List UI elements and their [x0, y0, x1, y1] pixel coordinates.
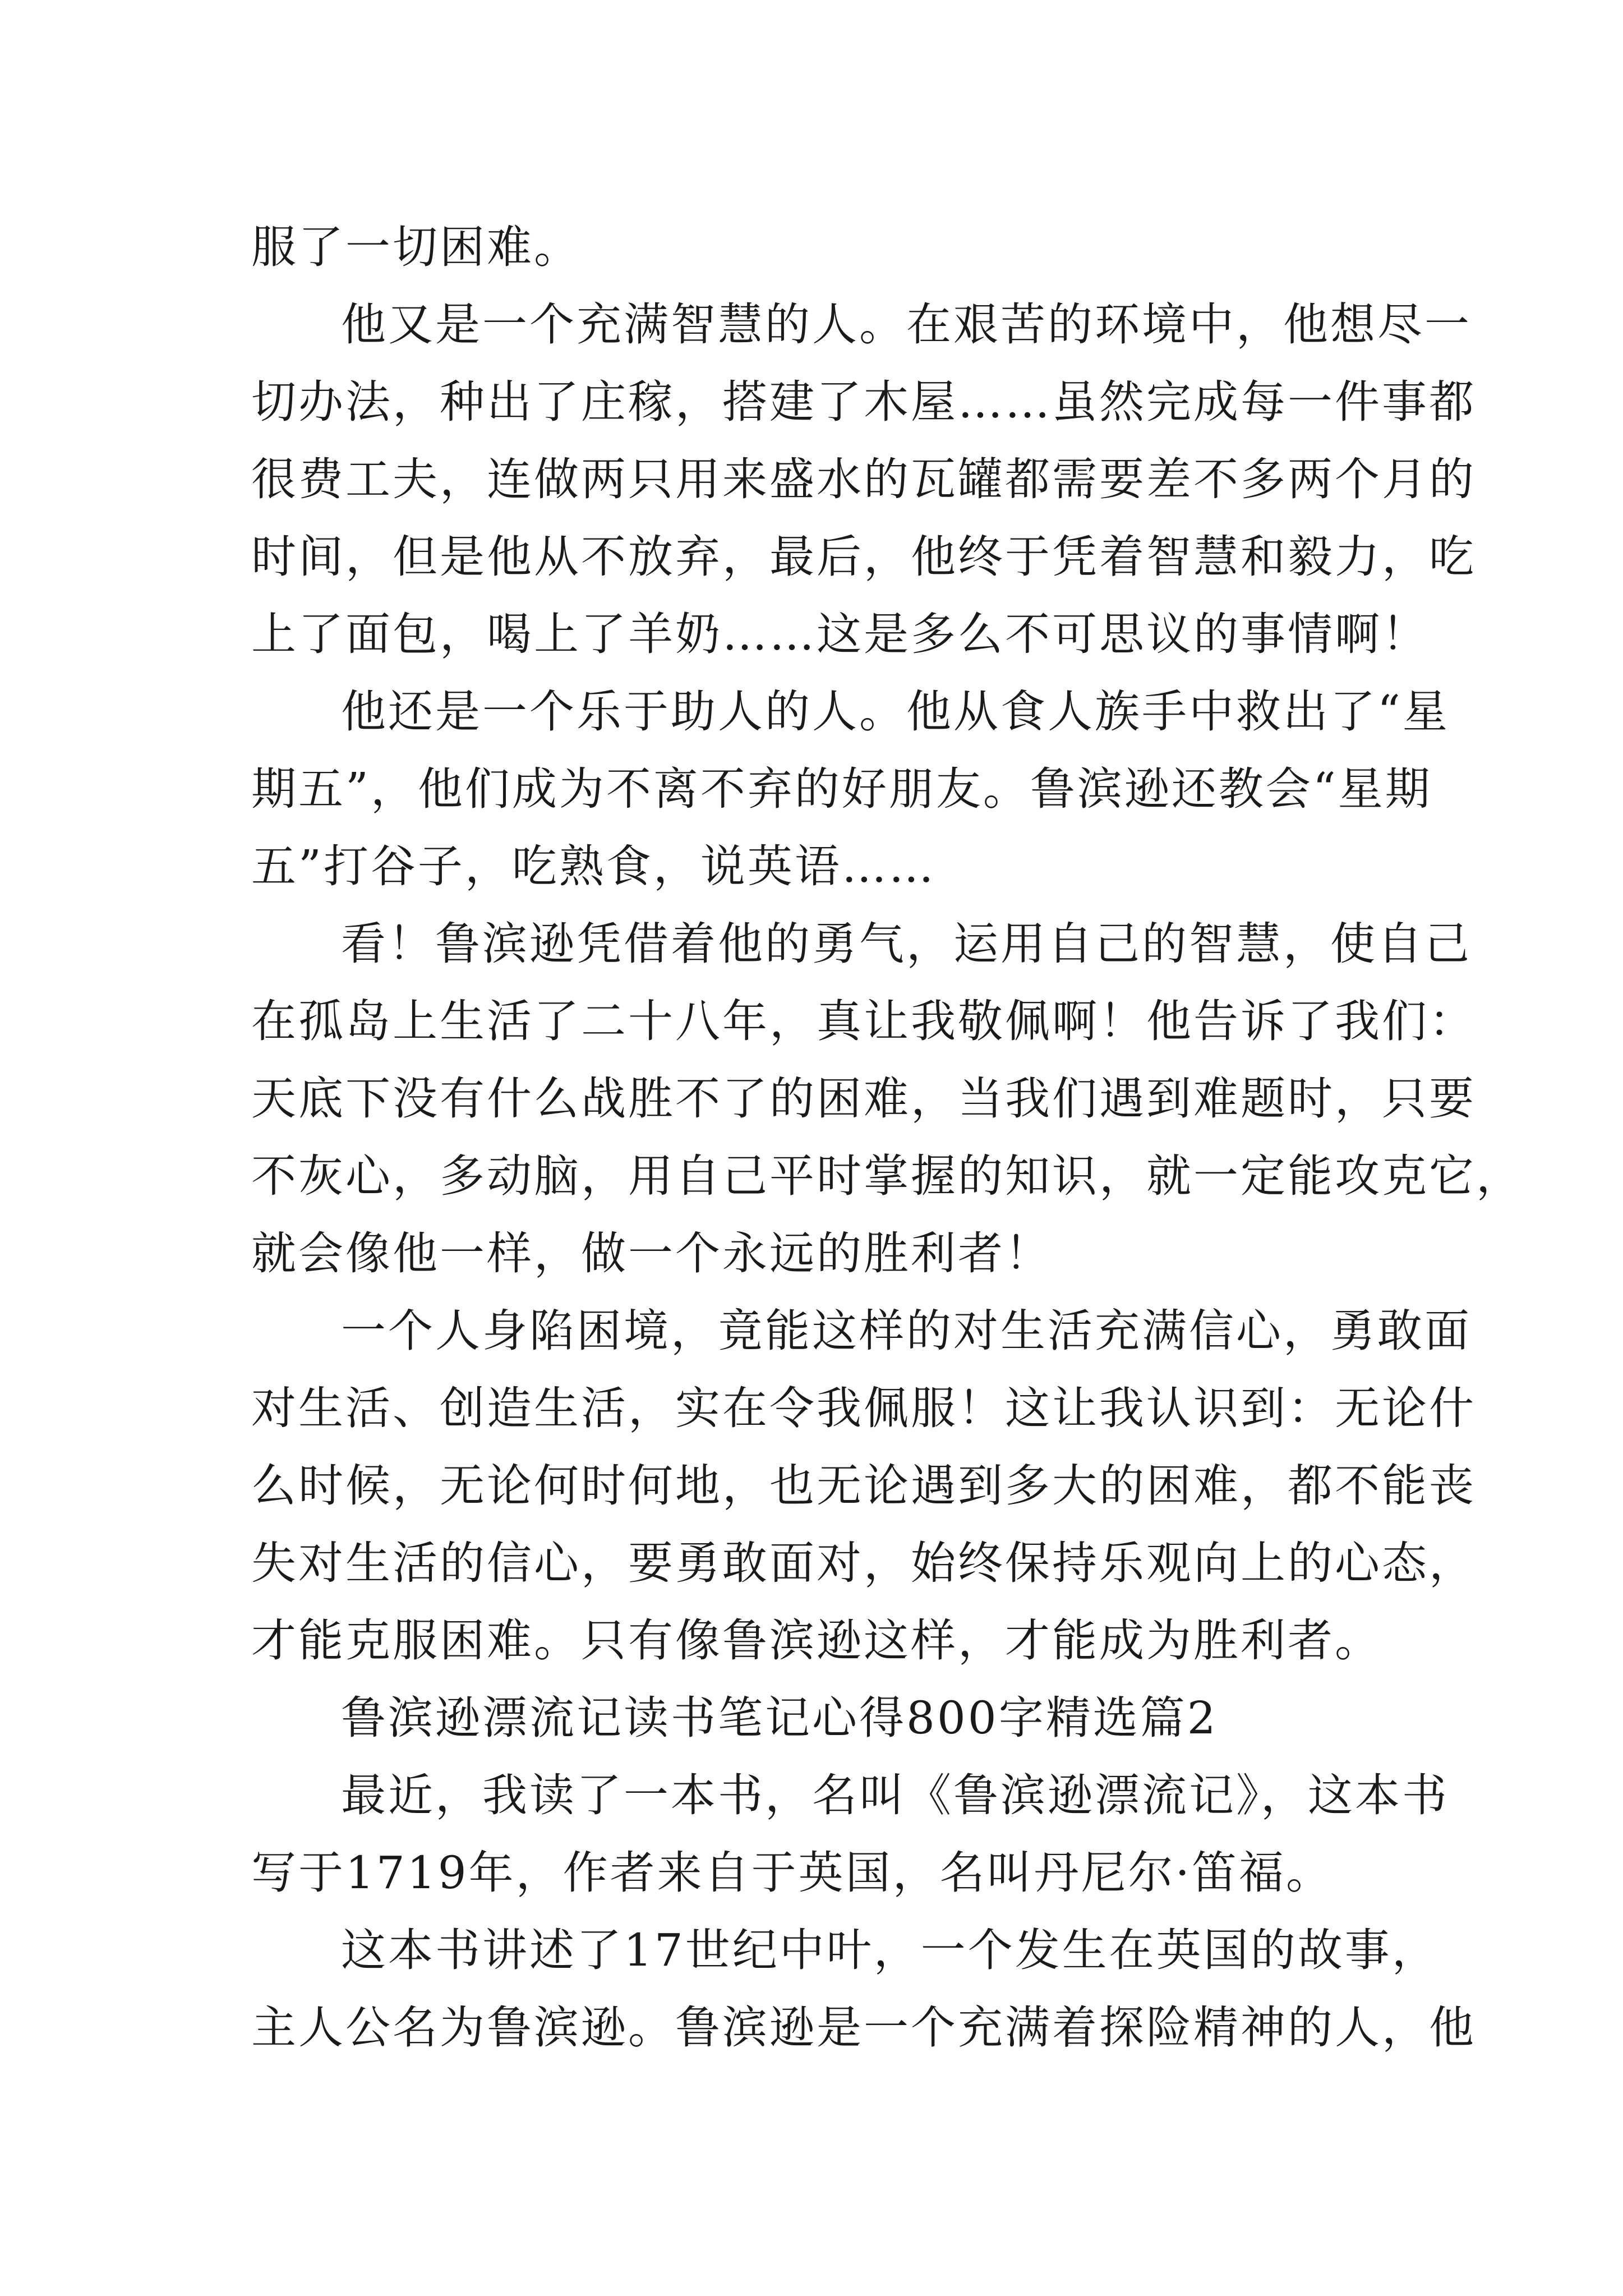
- paragraph-line: 对生活、创造生活，实在令我佩服！这让我认识到：无论什: [251, 1382, 1476, 1434]
- section-heading: 鲁滨逊漂流记读书笔记心得800字精选篇2: [341, 1692, 1218, 1744]
- paragraph-line: 天底下没有什么战胜不了的困难，当我们遇到难题时，只要: [251, 1073, 1476, 1125]
- paragraph-line: 时间，但是他从不放弃，最后，他终于凭着智慧和毅力，吃: [251, 531, 1476, 583]
- paragraph-line: 不灰心，多动脑，用自己平时掌握的知识，就一定能攻克它，: [251, 1150, 1523, 1202]
- paragraph-line: 五”打谷子，吃熟食，说英语……: [251, 840, 936, 892]
- paragraph-line: 么时候，无论何时何地，也无论遇到多大的困难，都不能丧: [251, 1460, 1476, 1512]
- paragraph-line: 看！鲁滨逊凭借着他的勇气，运用自己的智慧，使自己: [341, 918, 1472, 970]
- paragraph-line: 在孤岛上生活了二十八年，真让我敬佩啊！他告诉了我们：: [251, 995, 1476, 1047]
- paragraph-line: 期五”，他们成为不离不弃的好朋友。鲁滨逊还教会“星期: [251, 763, 1432, 815]
- paragraph-line: 他又是一个充满智慧的人。在艰苦的环境中，他想尽一: [341, 298, 1472, 351]
- paragraph-line: 主人公名为鲁滨逊。鲁滨逊是一个充满着探险精神的人，他: [251, 2001, 1476, 2054]
- paragraph-line: 失对生活的信心，要勇敢面对，始终保持乐观向上的心态，: [251, 1537, 1476, 1589]
- paragraph-line: 他还是一个乐于助人的人。他从食人族手中救出了“星: [341, 685, 1450, 738]
- paragraph-line: 一个人身陷困境，竟能这样的对生活充满信心，勇敢面: [341, 1305, 1472, 1357]
- paragraph-line: 写于1719年，作者来自于英国，名叫丹尼尔·笛福。: [251, 1847, 1334, 1899]
- paragraph-line: 服了一切困难。: [251, 221, 581, 273]
- paragraph-line: 上了面包，喝上了羊奶……这是多么不可思议的事情啊！: [251, 608, 1429, 660]
- paragraph-line: 很费工夫，连做两只用来盛水的瓦罐都需要差不多两个月的: [251, 453, 1476, 505]
- paragraph-line: 切办法，种出了庄稼，搭建了木屋……虽然完成每一件事都: [251, 376, 1476, 428]
- paragraph-line: 才能克服困难。只有像鲁滨逊这样，才能成为胜利者。: [251, 1614, 1382, 1667]
- paragraph-line: 就会像他一样，做一个永远的胜利者！: [251, 1227, 1052, 1280]
- paragraph-line: 这本书讲述了17世纪中叶，一个发生在英国的故事，: [341, 1924, 1439, 1976]
- paragraph-line: 最近，我读了一本书，名叫《鲁滨逊漂流记》，这本书: [341, 1769, 1449, 1821]
- document-body: [251, 209, 1523, 2067]
